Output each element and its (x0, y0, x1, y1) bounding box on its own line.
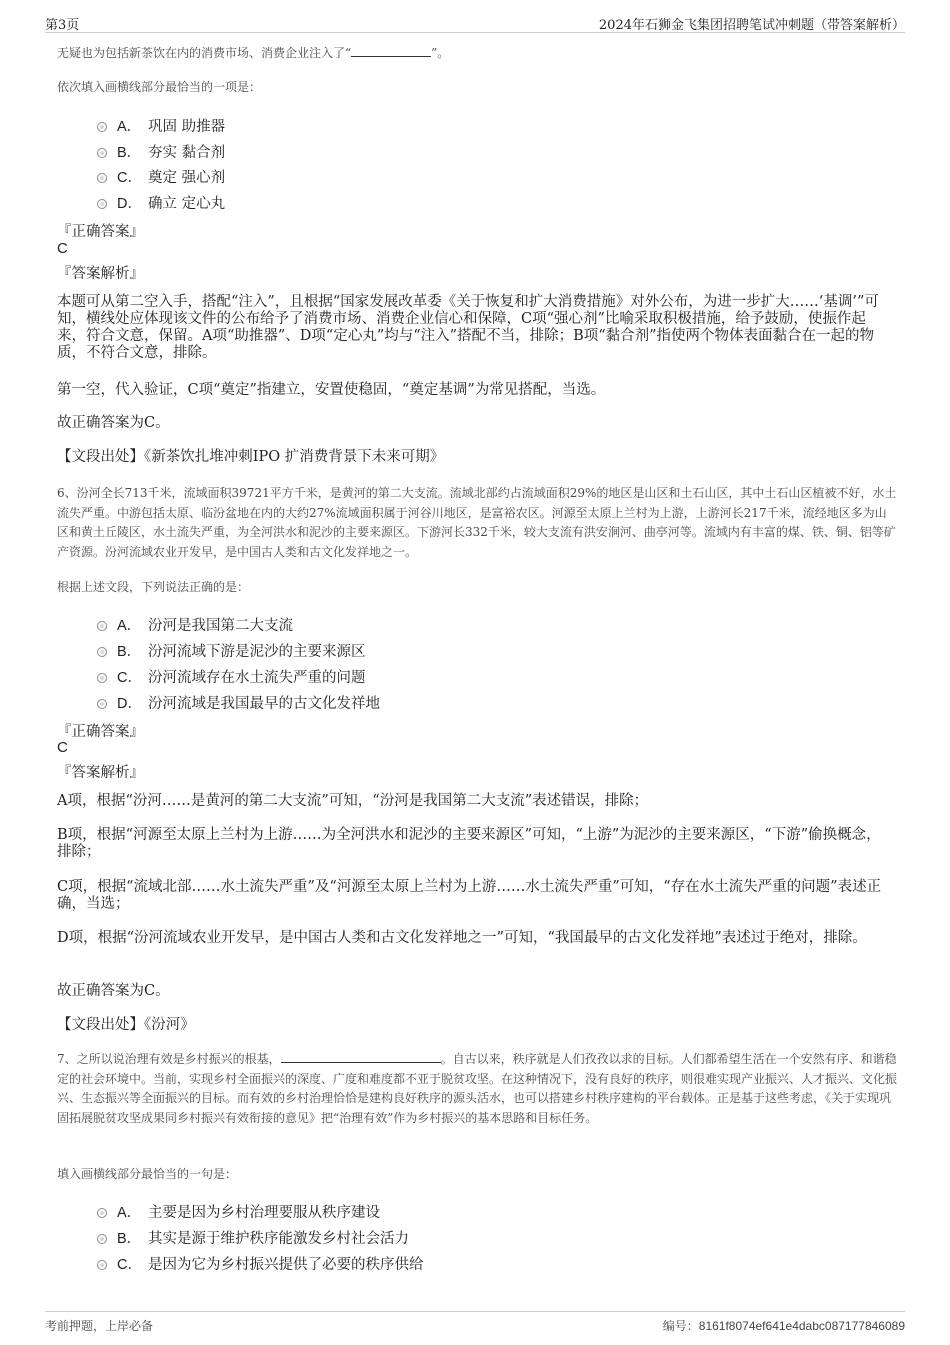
radio-icon[interactable] (97, 122, 107, 132)
q6-analysis-a: A项，根据“汾河……是黄河的第二大支流”可知，“汾河是我国第二大支流”表述错误，排除； (57, 793, 649, 809)
radio-icon[interactable] (97, 1260, 107, 1270)
q6-option-b[interactable]: B． 汾河流域下游是泥沙的主要来源区 (97, 640, 366, 661)
radio-icon[interactable] (97, 1208, 107, 1218)
q5-analysis-para-1: 本题可从第二空入手，搭配“注入”，且根据“国家发展改革委《关于恢复和扩大消费措施》对外公布，为进一步扩大……‘基调’”可知，横线处应体现该文件的公布给予了消费市场、消费企业信心和保障，C项“强心剂”比喻采取积极措施，给予鼓励，使振作起来，符合文意，保留。A项“助推器”、D项“定心丸”均与“注入”搭配不当，排除；B项“黏合剂”指使两个物体表面黏合在一起的物质，不符合文意，排除。 (57, 294, 879, 361)
q7-prompt: 填入画横线部分最恰当的一句是： (57, 1167, 238, 1181)
radio-icon[interactable] (97, 699, 107, 709)
q7-option-a[interactable]: A． 主要是因为乡村治理要服从秩序建设 (97, 1201, 380, 1222)
document-title: 2024年石狮金飞集团招聘笔试冲刺题（带答案解析） (598, 18, 905, 33)
q6-answer-label: 『正确答案』 (57, 724, 144, 740)
q5-answer-label: 『正确答案』 (57, 224, 144, 240)
q6-option-a[interactable]: A． 汾河是我国第二大支流 (97, 614, 293, 635)
radio-icon[interactable] (97, 673, 107, 683)
q5-option-b[interactable]: B． 夯实 黏合剂 (97, 141, 225, 162)
q5-stem-tail: 无疑也为包括新茶饮在内的消费市场、消费企业注入了“ ”。 (57, 46, 450, 60)
radio-icon[interactable] (97, 621, 107, 631)
q5-analysis-label: 『答案解析』 (57, 266, 144, 282)
document-id: 编号：8161f8074ef641e4dabc087177846089 (662, 1319, 905, 1333)
q6-answer: C (57, 739, 68, 756)
q6-prompt: 根据上述文段，下列说法正确的是： (57, 580, 250, 594)
q5-answer: C (57, 240, 68, 257)
radio-icon[interactable] (97, 199, 107, 209)
fill-blank (351, 56, 431, 57)
q7-option-b[interactable]: B． 其实是源于维护秩序能激发乡村社会活力 (97, 1227, 409, 1248)
page-number: 第3页 (45, 18, 80, 33)
q6-analysis-b: B项，根据“河源至太原上兰村为上游……为全河洪水和泥沙的主要来源区”可知，“上游”为泥沙的主要来源区，“下游”偷换概念，排除； (57, 827, 881, 860)
q6-stem: 6、汾河全长713千米，流域面积39721平方千米，是黄河的第二大支流。流域北部约占流域面积29%的地区是山区和土石山区，其中土石山区植被不好，水土流失严重。中游包括太原、临汾盆地在内的大约27%流域面积属于河谷川地区，是富裕农区。河源至太原上兰村为上游，上游河长217千米，流经地区多为山区和黄土丘陵区，水土流失严重，为全河洪水和泥沙的主要来源区。下游河长332千米，较大支流有洪安涧河、曲亭河等。流域内有丰富的煤、铁、铜、铝等矿产资源。汾河流域农业开发早，是中国古人类和古文化发祥地之一。 (57, 486, 897, 559)
q6-option-d[interactable]: D． 汾河流域是我国最早的古文化发祥地 (97, 692, 380, 713)
q6-option-c[interactable]: C． 汾河流域存在水土流失严重的问题 (97, 666, 366, 687)
q5-option-a[interactable]: A． 巩固 助推器 (97, 115, 225, 136)
q5-analysis-para-3: 故正确答案为C。 (57, 415, 170, 431)
q6-analysis-conclusion: 故正确答案为C。 (57, 983, 170, 999)
radio-icon[interactable] (97, 148, 107, 158)
q7-stem: 7、之所以说治理有效是乡村振兴的根基， 。自古以来，秩序就是人们孜孜以求的目标。人们都希望生活在一个安然有序、和谐稳定的社会环境中。当前，实现乡村全面振兴的深度、广度和难度都不亚于脱贫攻坚。在这种情况下，没有良好的秩序，则很难实现产业振兴、人才振兴、文化振兴、生态振兴等全面振兴的目标。而有效的乡村治理恰恰是建构良好秩序的源头活水，也可以搭建乡村秩序建构的平台载体。正是基于这些考虑，《关于实现巩固拓展脱贫攻坚成果同乡村振兴有效衔接的意见》把“治理有效”作为乡村振兴的基本思路和目标任务。 (57, 1052, 898, 1125)
radio-icon[interactable] (97, 647, 107, 657)
q5-prompt: 依次填入画横线部分最恰当的一项是： (57, 80, 262, 94)
radio-icon[interactable] (97, 1234, 107, 1244)
q6-analysis-label: 『答案解析』 (57, 765, 144, 781)
q5-option-c[interactable]: C． 奠定 强心剂 (97, 166, 225, 187)
fill-blank (281, 1062, 441, 1063)
q6-analysis-d: D项，根据“汾河流域农业开发早，是中国古人类和古文化发祥地之一”可知，“我国最早的古文化发祥地”表述过于绝对，排除。 (57, 930, 867, 946)
page-footer (45, 1311, 905, 1342)
q6-analysis-c: C项，根据“流域北部……水土流失严重”及“河源至太原上兰村为上游……水土流失严重”可知，“存在水土流失严重的问题”表述正确，当选； (57, 879, 882, 912)
q5-analysis-para-2: 第一空，代入验证，C项“奠定”指建立，安置使稳固，“奠定基调”为常见搭配，当选。 (57, 382, 606, 398)
q6-source: 【文段出处】《汾河》 (57, 1017, 195, 1033)
footer-slogan: 考前押题，上岸必备 (45, 1319, 154, 1333)
q7-option-c[interactable]: C． 是因为它为乡村振兴提供了必要的秩序供给 (97, 1253, 424, 1274)
q5-source: 【文段出处】《新茶饮扎堆冲刺IPO 扩消费背景下未来可期》 (57, 449, 445, 465)
q5-option-d[interactable]: D． 确立 定心丸 (97, 192, 225, 213)
radio-icon[interactable] (97, 173, 107, 183)
page-header (45, 0, 905, 33)
